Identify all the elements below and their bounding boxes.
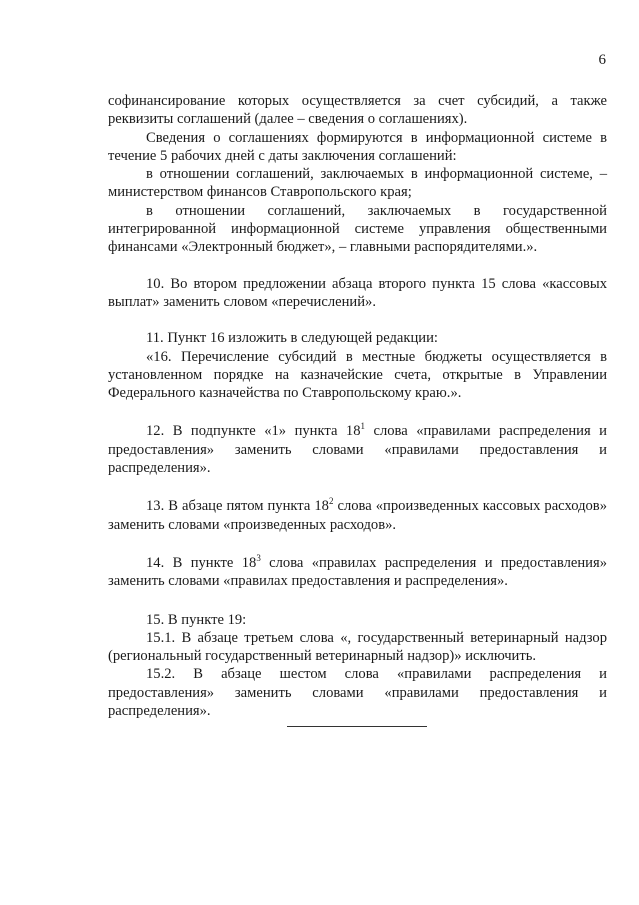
paragraph-item-15-1: 15.1. В абзаце третьем слова «, государственный ветеринарный надзор (региональный государственный ветеринарный надзор)» исключить. [108, 629, 607, 665]
paragraph-item-10: 10. Во втором предложении абзаца второго пункта 15 слова «кассовых выплат» заменить словом «перечислений». [108, 275, 607, 310]
paragraph-item-11: 11. Пункт 16 изложить в следующей редакции: [146, 330, 438, 347]
page-number: 6 [598, 52, 606, 68]
paragraph-item-13-before: 13. В абзаце пятом пункта 18 [146, 498, 329, 515]
paragraph-electronic-budget: в отношении соглашений, заключаемых в государственной интегрированной информационной системе управления общественными финансами «Электронный бюджет», – главными распорядителями.». [108, 202, 607, 256]
paragraph-info-system: в отношении соглашений, заключаемых в информационной системе, – министерством финансов Ставропольского края; [108, 166, 607, 201]
paragraph-item-12-before: 12. В подпункте «1» пункта 18 [146, 423, 361, 440]
document-body [108, 92, 607, 720]
superscript-2: 2 [328, 496, 334, 507]
paragraph-item-14-after: слова «правилах распределения и предоставления» заменить словами «правилах предоставления и распределения». [108, 554, 607, 590]
superscript-1: 1 [360, 421, 365, 432]
paragraph-item-15: 15. В пункте 19: [146, 611, 247, 628]
paragraph-item-13 [108, 497, 607, 534]
superscript-3: 3 [256, 552, 261, 563]
paragraph-item-14-before: 14. В пункте 18 [146, 554, 257, 571]
paragraph-agreement-info: Сведения о соглашениях формируются в информационной системе в течение 5 рабочих дней с даты заключения соглашений: [108, 129, 607, 164]
paragraph-item-12-after: слова «правилами распределения и предоставления» заменить словами «правилами предоставления и распределения». [108, 423, 607, 477]
paragraph-continuation: софинансирование которых осуществляется за счет субсидий, а также реквизиты соглашений (далее – сведения о соглашениях). [108, 93, 607, 128]
paragraph-item-14 [108, 554, 607, 591]
end-divider [287, 726, 427, 727]
paragraph-item-13-after: слова «произведенных кассовых расходов» заменить словами «произведенных расходов». [108, 498, 607, 533]
paragraph-item-12 [108, 422, 607, 477]
paragraph-item-15-2: 15.2. В абзаце шестом слова «правилами распределения и предоставления» заменить словами «правилами предоставления и распределения». [108, 666, 607, 720]
paragraph-item-16-text: «16. Перечисление субсидий в местные бюджеты осуществляется в установленном порядке на казначейские счета, открытые в Управлении Федерального казначейства по Ставропольскому краю.». [108, 348, 607, 402]
